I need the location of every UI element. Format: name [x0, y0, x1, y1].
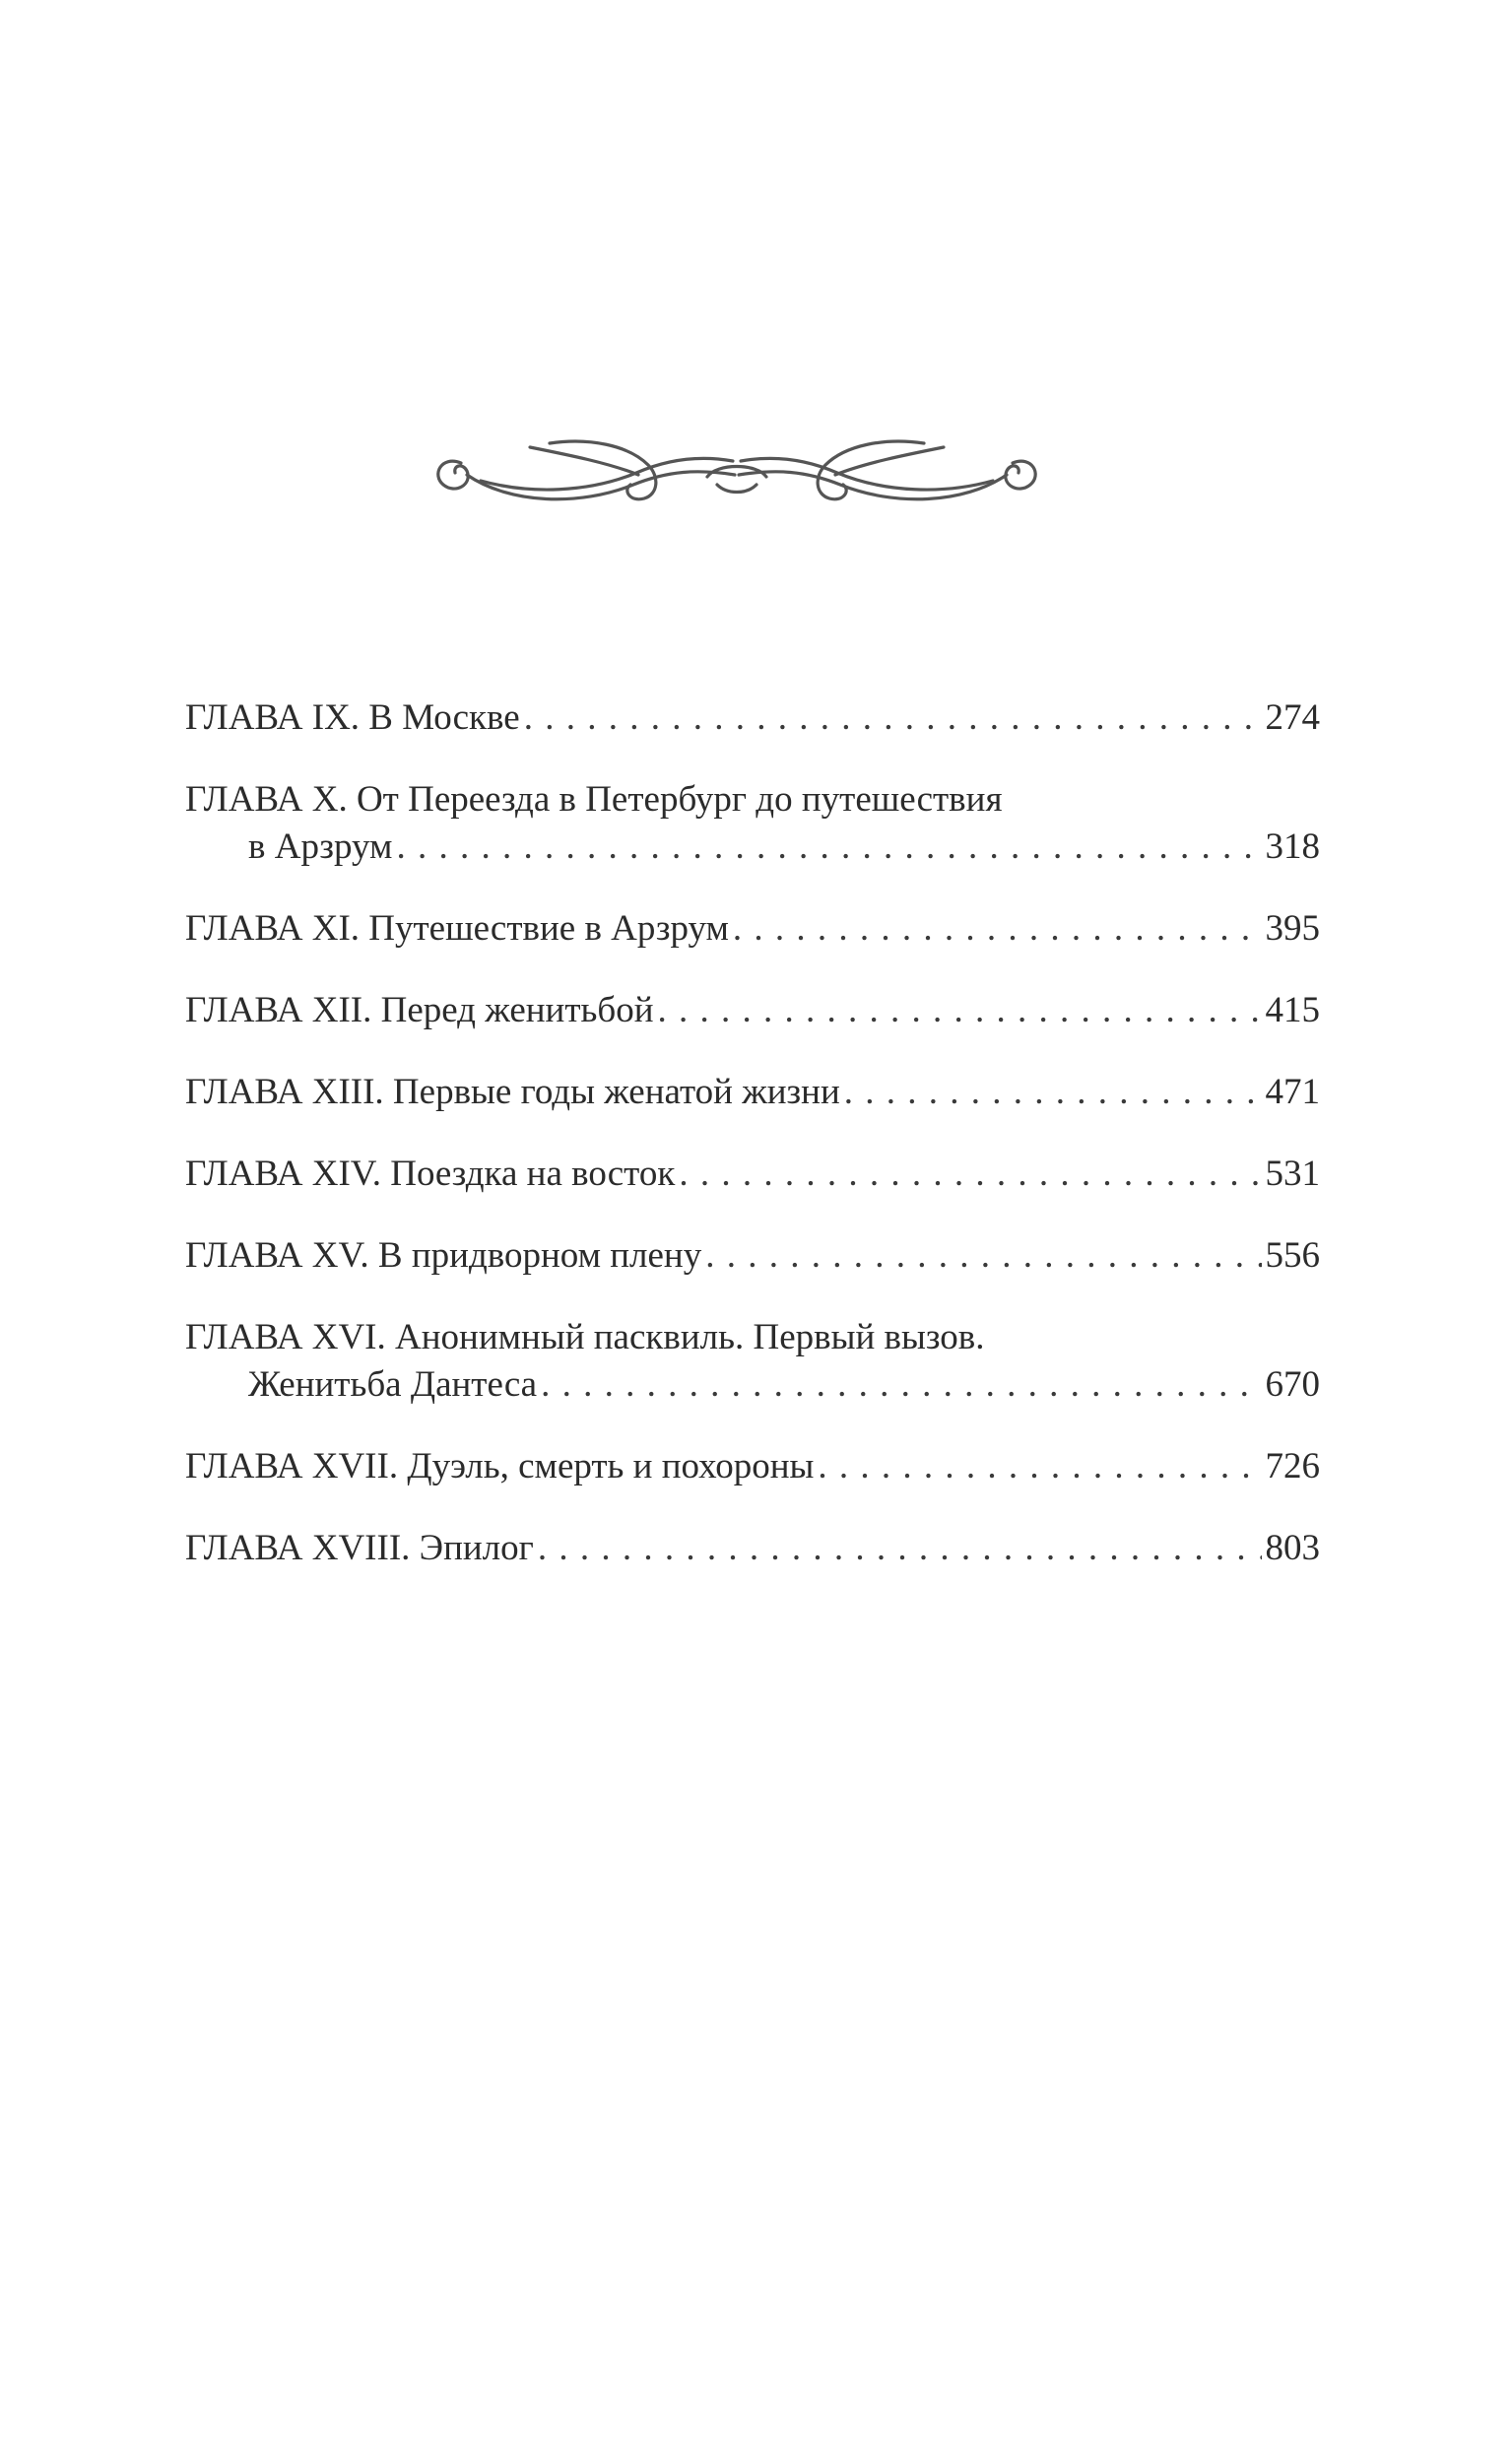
toc-page-number: 556 — [1265, 1235, 1320, 1276]
toc-entry-chapter-16[interactable] — [185, 1314, 1320, 1409]
toc-entry-chapter-12[interactable] — [185, 987, 1320, 1034]
toc-entry-chapter-13[interactable] — [185, 1069, 1320, 1116]
toc-entry-title: ГЛАВА XI. Путешествие в Арзрум — [185, 908, 729, 949]
toc-entry-title: ГЛАВА XVII. Дуэль, смерть и похороны — [185, 1446, 815, 1486]
toc-page-number: 670 — [1265, 1364, 1320, 1405]
toc-entry-chapter-17[interactable] — [185, 1443, 1320, 1490]
toc-entry-title: ГЛАВА XIII. Первые годы женатой жизни — [185, 1072, 840, 1112]
toc-page-number: 395 — [1265, 908, 1320, 949]
toc-entry-title-continued: в Арзрум — [248, 826, 393, 867]
toc-entry-title: ГЛАВА XIV. Поездка на восток — [185, 1154, 676, 1194]
table-of-contents — [185, 694, 1320, 1607]
toc-entry-chapter-9[interactable] — [185, 694, 1320, 742]
dot-leader — [538, 1525, 1262, 1572]
dot-leader — [818, 1443, 1261, 1490]
dot-leader — [524, 694, 1262, 742]
toc-entry-chapter-15[interactable] — [185, 1232, 1320, 1280]
toc-page-number: 803 — [1265, 1528, 1320, 1568]
dot-leader — [541, 1361, 1261, 1409]
flourish-ornament-icon — [422, 416, 1052, 524]
toc-page-number: 726 — [1265, 1446, 1320, 1486]
dot-leader — [658, 987, 1262, 1034]
dot-leader — [705, 1232, 1261, 1280]
toc-entry-title: ГЛАВА IX. В Москве — [185, 697, 520, 738]
toc-entry-chapter-18[interactable] — [185, 1525, 1320, 1572]
dot-leader — [733, 905, 1262, 953]
toc-entry-chapter-14[interactable] — [185, 1151, 1320, 1198]
toc-page-number: 318 — [1265, 826, 1320, 867]
dot-leader — [396, 824, 1261, 871]
toc-entry-title: ГЛАВА XVI. Анонимный пасквиль. Первый вызов. — [185, 1317, 985, 1357]
toc-entry-title: ГЛАВА XII. Перед женитьбой — [185, 990, 654, 1030]
toc-entry-chapter-10[interactable] — [185, 776, 1320, 871]
toc-entry-title: ГЛАВА XVIII. Эпилог — [185, 1528, 534, 1568]
toc-page-number: 415 — [1265, 990, 1320, 1030]
dot-leader — [679, 1151, 1261, 1198]
toc-entry-chapter-11[interactable] — [185, 905, 1320, 953]
toc-page-number: 471 — [1265, 1072, 1320, 1112]
toc-entry-title-continued: Женитьба Дантеса — [248, 1364, 538, 1405]
dot-leader — [844, 1069, 1262, 1116]
toc-entry-title: ГЛАВА X. От Переезда в Петербург до путешествия — [185, 779, 1003, 820]
toc-entry-title: ГЛАВА XV. В придворном плену — [185, 1235, 702, 1276]
toc-page-number: 274 — [1265, 697, 1320, 738]
toc-page-number: 531 — [1265, 1154, 1320, 1194]
